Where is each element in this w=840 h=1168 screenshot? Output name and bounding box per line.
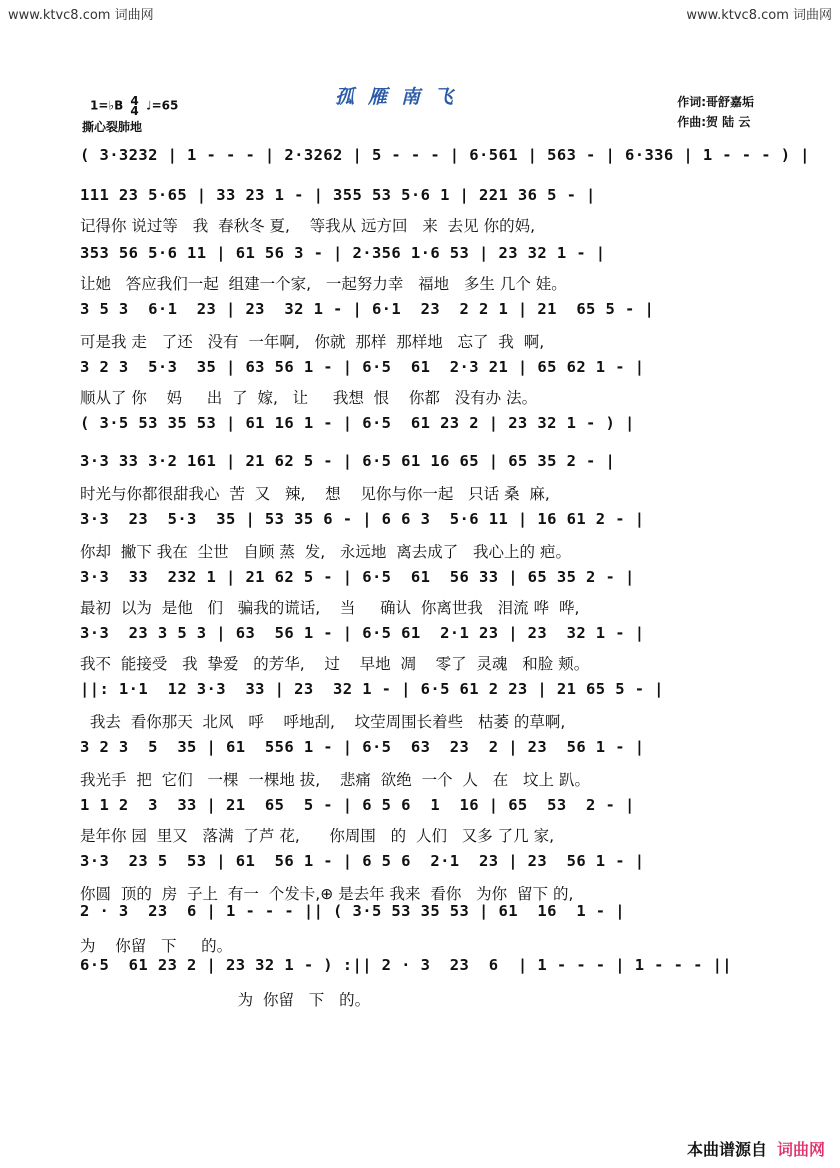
notation-line: ( 3·3232 | 1 - - - | 2·3262 | 5 - - - | 6·561 | 563 - | 6·336 | 1 - - - ) | [80, 146, 810, 164]
lyric-line: 顺从了 你 妈 出 了 嫁, 让 我想 恨 你都 没有办 法。 [80, 389, 538, 407]
notation-line: 353 56 5·6 11 | 61 56 3 - | 2·356 1·6 53 | 23 32 1 - | [80, 244, 606, 262]
lyric-line: 可是我 走 了还 没有 一年啊, 你就 那样 那样地 忘了 我 啊, [80, 333, 545, 351]
notation-line: ( 3·5 53 35 53 | 61 16 1 - | 6·5 61 23 2 | 23 32 1 - ) | [80, 414, 635, 432]
notation-line: 3·3 33 232 1 | 21 62 5 - | 6·5 61 56 33 | 65 35 2 - | [80, 568, 635, 586]
notation-line: ||: 1·1 12 3·3 33 | 23 32 1 - | 6·5 61 2 23 | 21 65 5 - | [80, 680, 664, 698]
notation-line: 3 2 3 5 35 | 61 556 1 - | 6·5 63 23 2 | 23 56 1 - | [80, 738, 645, 756]
lyric-line: 为 你留 下 的。 [80, 937, 233, 955]
notation-line: 111 23 5·65 | 33 23 1 - | 355 53 5·6 1 | 221 36 5 - | [80, 186, 596, 204]
lyric-line: 记得你 说过等 我 春秋冬 夏, 等我从 远方回 来 去见 你的妈, [80, 217, 536, 235]
lyric-line: 我不 能接受 我 挚爱 的芳华, 过 早地 凋 零了 灵魂 和脸 颊。 [80, 655, 590, 673]
tempo-marking: ♩=65 [145, 98, 179, 113]
lyric-line: 是年你 园 里又 落满 了芦 花, 你周围 的 人们 又多 了几 家, [80, 827, 555, 845]
footer-brand: 词曲网 [776, 1140, 825, 1159]
credits [677, 92, 754, 132]
notation-line: 3·3 33 3·2 161 | 21 62 5 - | 6·5 61 16 65 | 65 35 2 - | [80, 452, 616, 470]
lyric-line: 为 你留 下 的。 [80, 991, 371, 1009]
watermark-left: www.ktvc8.com 词曲网 [8, 8, 154, 23]
time-signature-bottom: 4 [130, 104, 139, 118]
lyric-line: 我去 看你那天 北风 呼 呼地刮, 坟茔周围长着些 枯萎 的草啊, [80, 713, 566, 731]
song-title: 孤雁南飞 [335, 86, 468, 108]
lyric-line: 时光与你都很甜我心 苦 又 辣, 想 见你与你一起 只话 桑 麻, [80, 485, 550, 503]
lyric-line: 我光手 把 它们 一棵 一棵地 拔, 悲痛 欲绝 一个 人 在 坟上 趴。 [80, 771, 590, 789]
notation-line: 2 · 3 23 6 | 1 - - - || ( 3·5 53 35 53 | 61 16 1 - | [80, 902, 625, 920]
key-signature: 1=♭B [90, 98, 124, 113]
lyric-line: 你圆 顶的 房 子上 有一 个发卡,⊕ 是去年 我来 看你 为你 留下 的, [80, 885, 574, 903]
key-signature-block [90, 96, 178, 116]
notation-line: 3·3 23 5·3 35 | 53 35 6 - | 6 6 3 5·6 11 | 16 61 2 - | [80, 510, 645, 528]
lyric-line: 最初 以为 是他 们 骗我的谎话, 当 确认 你离世我 泪流 哗 哗, [80, 599, 580, 617]
watermark-right: www.ktvc8.com 词曲网 [686, 8, 832, 23]
time-signature [130, 96, 138, 116]
footer [687, 1137, 825, 1160]
notation-line: 3 5 3 6·1 23 | 23 32 1 - | 6·1 23 2 2 1 | 21 65 5 - | [80, 300, 655, 318]
notation-line: 1 1 2 3 33 | 21 65 5 - | 6 5 6 1 16 | 65 53 2 - | [80, 796, 635, 814]
notation-line: 3·3 23 5 53 | 61 56 1 - | 6 5 6 2·1 23 | 23 56 1 - | [80, 852, 645, 870]
time-signature-top: 4 [130, 94, 139, 108]
lyric-line: 你却 撇下 我在 尘世 自顾 蒸 发, 永远地 离去成了 我心上的 疤。 [80, 543, 571, 561]
notation-line: 3 2 3 5·3 35 | 63 56 1 - | 6·5 61 2·3 21 | 65 62 1 - | [80, 358, 645, 376]
notation-line: 3·3 23 3 5 3 | 63 56 1 - | 6·5 61 2·1 23 | 23 32 1 - | [80, 624, 645, 642]
expression-marking: 撕心裂肺地 [82, 120, 143, 134]
footer-source: 本曲谱源自 [686, 1140, 767, 1159]
lyricist: 作词:哥舒嘉垢 [677, 95, 754, 109]
composer: 作曲:贺 陆 云 [677, 115, 751, 129]
lyric-line: 让她 答应我们一起 组建一个家, 一起努力幸 福地 多生 几个 娃。 [80, 275, 567, 293]
notation-line: 6·5 61 23 2 | 23 32 1 - ) :|| 2 · 3 23 6 | 1 - - - | 1 - - - || [80, 956, 733, 974]
